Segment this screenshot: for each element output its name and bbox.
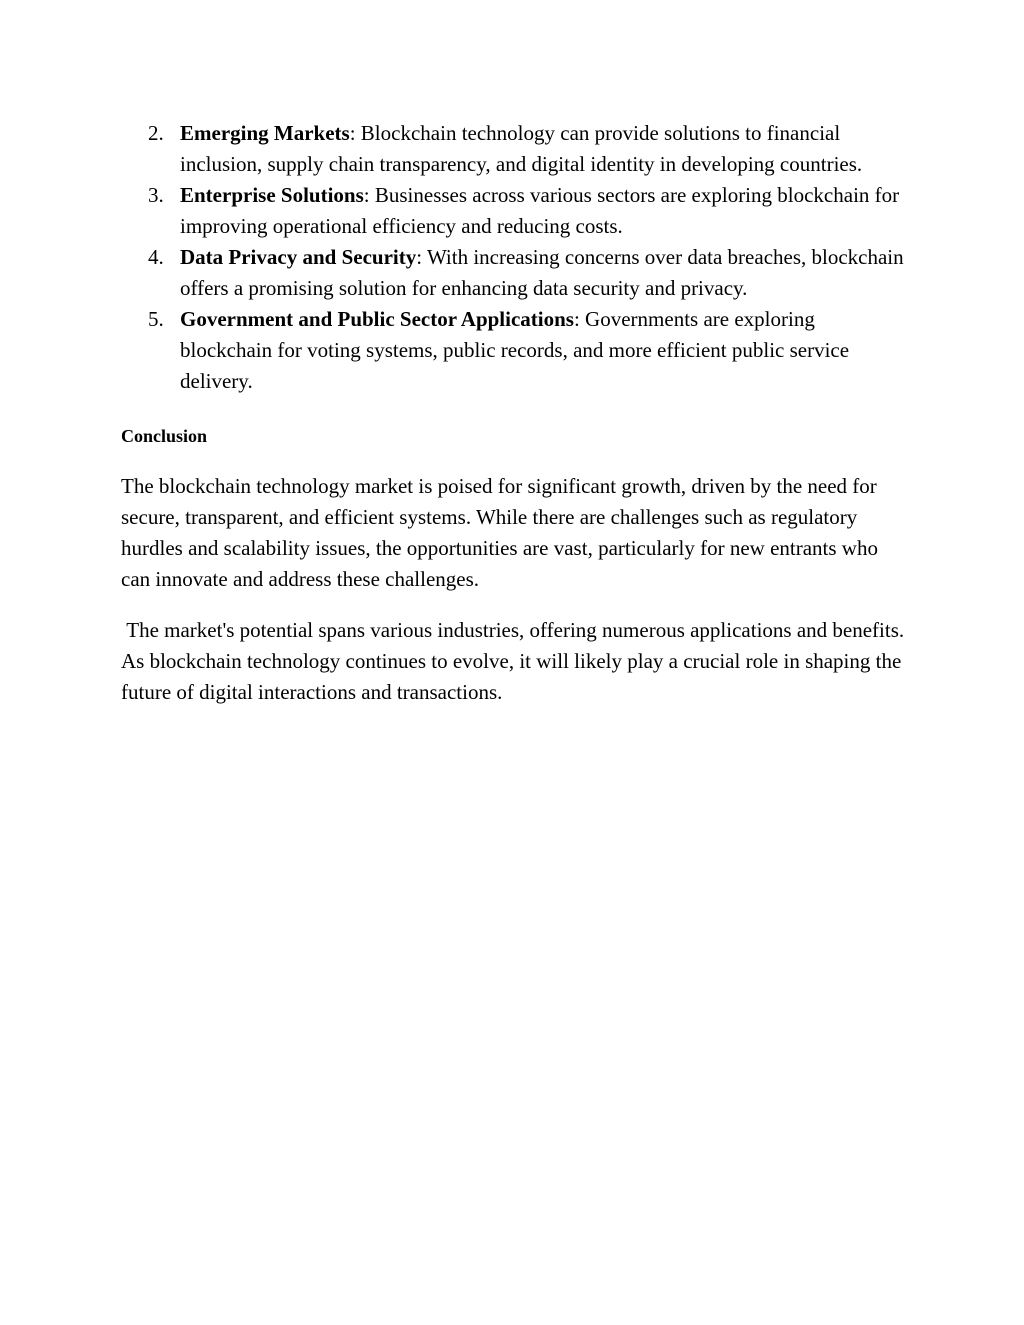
list-item-term: Enterprise Solutions [180,183,364,207]
list-item-text: : Blockchain technology can provide solutions to financial inclusion, supply chain transparency, and digital identity in developing countries. [180,121,863,176]
page-content [121,118,911,708]
list-item-number: 4. [148,245,164,269]
list-item-number: 3. [148,183,164,207]
numbered-list [121,118,911,397]
list-item [121,118,911,180]
list-item-text: : With increasing concerns over data breaches, blockchain offers a promising solution for enhancing data security and privacy. [180,245,904,300]
conclusion-paragraph: The market's potential spans various industries, offering numerous applications and benefits. As blockchain technology continues to evolve, it will likely play a crucial role in shaping the future of digital interactions and transactions. [121,618,909,704]
list-item-term: Emerging Markets [180,121,350,145]
list-item-text: : Governments are exploring blockchain for voting systems, public records, and more efficient public service delivery. [180,307,850,393]
list-item [121,180,911,242]
list-item-term: Government and Public Sector Applications [180,307,574,331]
conclusion-paragraph: The blockchain technology market is poised for significant growth, driven by the need for secure, transparent, and efficient systems. While there are challenges such as regulatory hurdles and scalability issues, the opportunities are vast, particularly for new entrants who can innovate and address these challenges. [121,474,884,591]
list-item-text: : Businesses across various sectors are exploring blockchain for improving operational efficiency and reducing costs. [180,183,900,238]
list-item [121,304,911,397]
conclusion-heading: Conclusion [121,426,208,446]
list-item-term: Data Privacy and Security [180,245,417,269]
list-item-number: 5. [148,307,164,331]
list-item-number: 2. [148,121,164,145]
list-item [121,242,911,304]
